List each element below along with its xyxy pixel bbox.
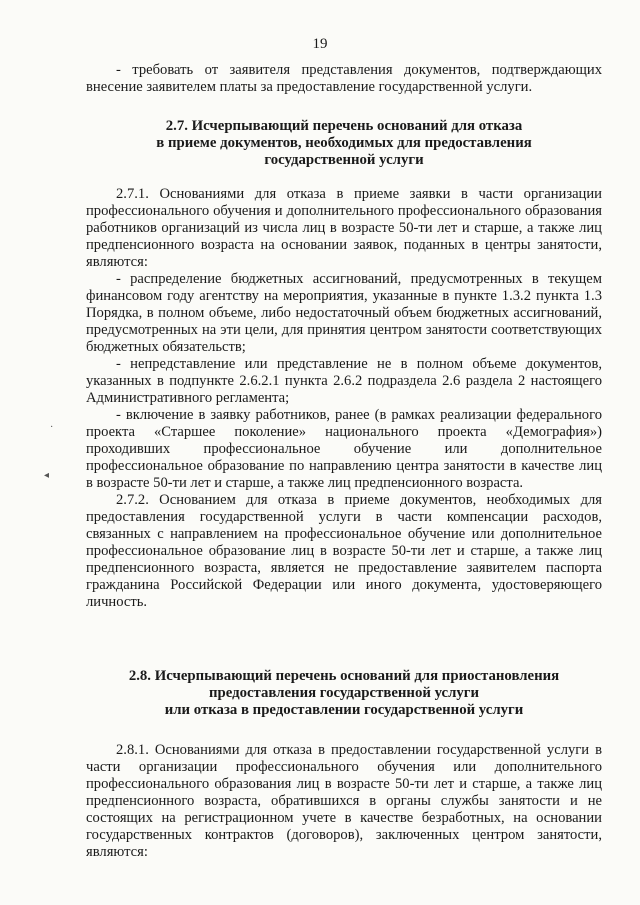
paragraph-2-7-2: 2.7.2. Основанием для отказа в приеме документов, необходимых для предоставления государственной услуги в части компенсации расходов, связанных с направлением на профессиональное обучение или дополнительное профессиональное образование лиц в возрасте 50-ти лет и старше, а также лиц предпенсионного возраста, является не предоставление заявителем паспорта гражданина Российской Федерации или иного документа, удостоверяющего личность. <box>86 492 602 610</box>
heading-line: предоставления государственной услуги <box>208 685 480 701</box>
intro-text: - требовать от заявителя представления документов, подтверждающих внесение заявителем платы за предоставление государственной услуги. <box>86 62 602 95</box>
scan-dot: · <box>50 422 54 433</box>
section-2-8-heading <box>86 668 602 719</box>
paragraph-2-8-1: 2.8.1. Основаниями для отказа в предоставлении государственной услуги в части организации профессионального обучения или дополнительного профессионального образования лиц в возрасте 50-ти лет и старше, а также лиц предпенсионного возраста, обратившихся в органы службы занятости и не состоящих на регистрационном учете в качестве безработных, на основании государственных контрактов (договоров), заключенных центром занятости, являются: <box>86 742 602 860</box>
section-2-7-body <box>86 186 602 611</box>
heading-line: или отказа в предоставлении государственной услуги <box>164 702 524 718</box>
section-2-8-body <box>86 742 602 861</box>
bullet-budget: - распределение бюджетных ассигнований, предусмотренных в текущем финансовом году агентству на мероприятия, указанные в пункте 1.3.2 пункта 1.3 Порядка, в полном объеме, либо недостаточный объем бюджетных ассигнований, предусмотренных на эти цели, для принятия центром занятости соответствующих бюджетных обязательств; <box>86 271 602 355</box>
heading-line: в приеме документов, необходимых для предоставления <box>156 135 532 151</box>
bullet-documents: - непредставление или представление не в полном объеме документов, указанных в подпункте 2.6.2.1 пункта 2.6.2 подраздела 2.6 раздела 2 настоящего Административного регламента; <box>86 356 602 406</box>
paragraph-2-7-1: 2.7.1. Основаниями для отказа в приеме заявки в части организации профессионального обучения и дополнительного профессионального образования работников организаций из числа лиц в возрасте 50-ти лет и старше, а также лиц предпенсионного возраста на основании заявок, поданных в центры занятости, являются: <box>86 186 602 270</box>
heading-line: 2.8. Исчерпывающий перечень оснований для приостановления <box>128 668 560 684</box>
bullet-workers: - включение в заявку работников, ранее (в рамках реализации федерального проекта «Старшее поколение» национального проекта «Демография») проходивших профессиональное обучение или дополнительное профессиональное образование по направлению центра занятости в качестве лиц в возрасте 50-ти лет и старше, а также лиц предпенсионного возраста. <box>86 407 602 491</box>
section-2-7-heading <box>86 118 602 169</box>
intro-paragraph <box>86 62 602 96</box>
heading-line: 2.7. Исчерпывающий перечень оснований для отказа <box>165 118 523 134</box>
heading-line: государственной услуги <box>264 152 424 168</box>
page-number: 19 <box>312 36 328 52</box>
scan-mark: ◂ <box>44 470 50 481</box>
